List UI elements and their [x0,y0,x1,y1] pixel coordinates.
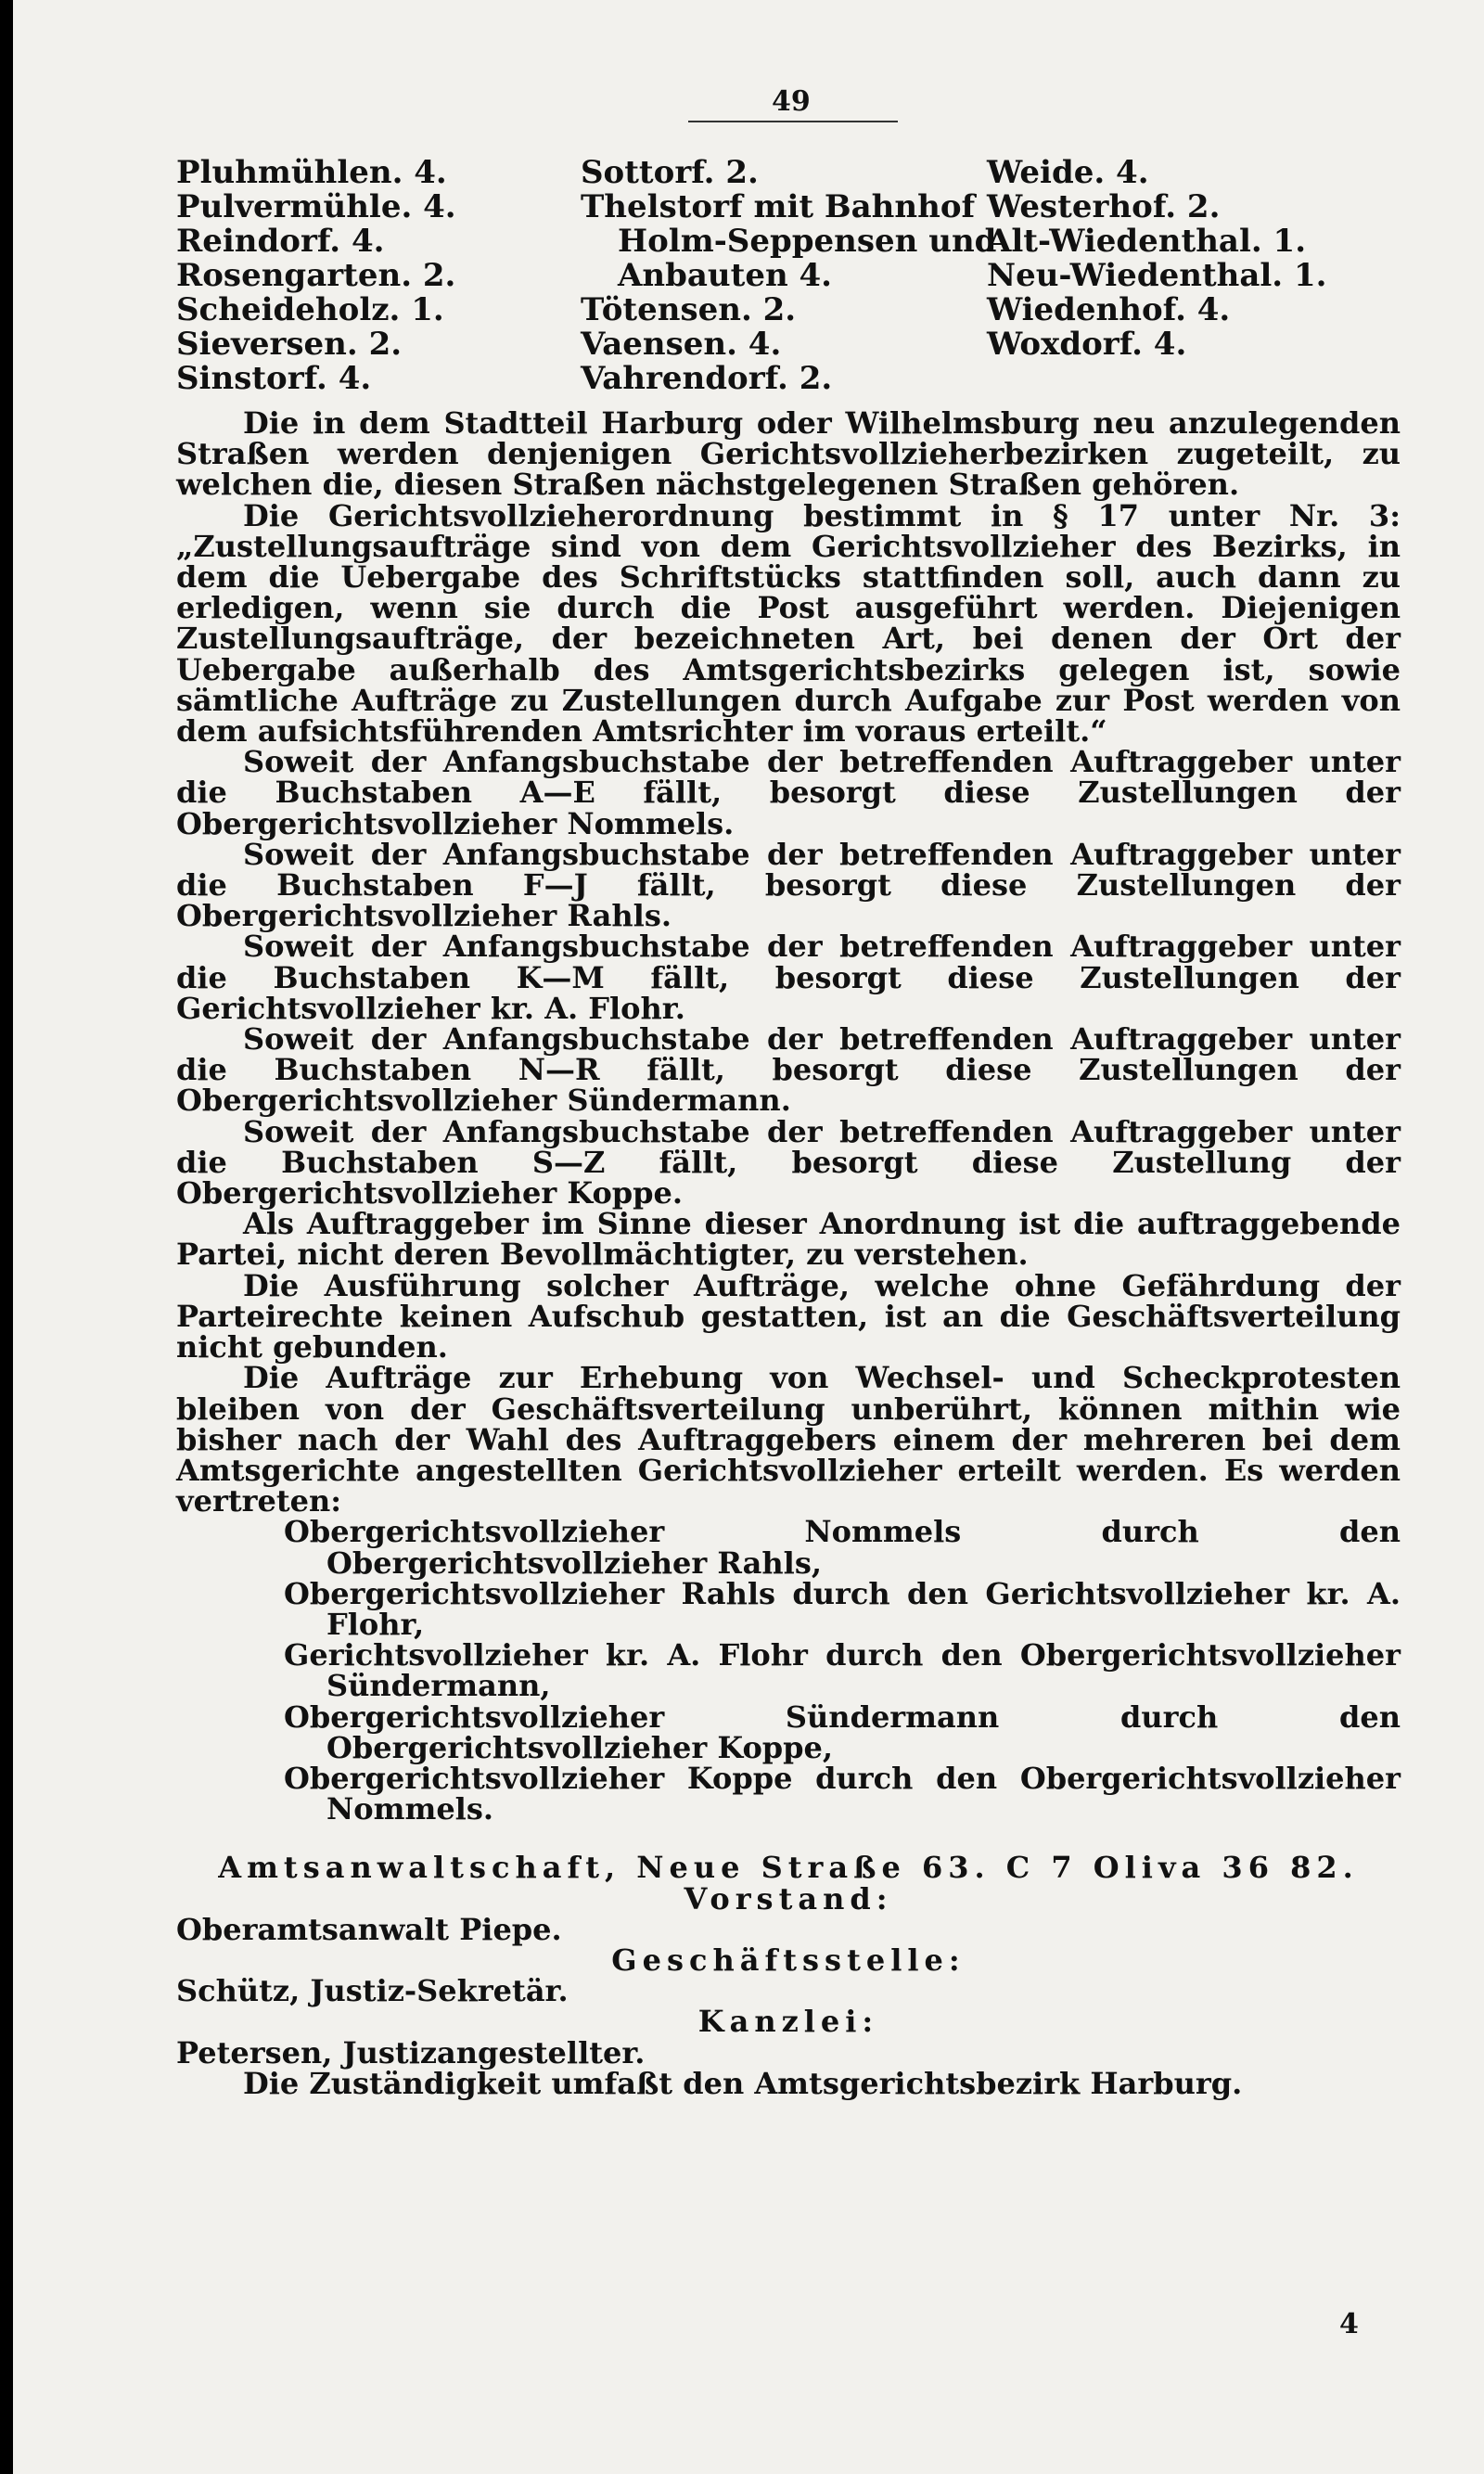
substitution-entry: Obergerichtsvollzieher Rahls durch den Gerichtsvollzieher kr. A. Flohr, [284,1575,1401,1642]
place-entry: Scheideholz. 1. [176,291,444,328]
geschaeftsstelle-entry: Schütz, Justiz-Sekretär. [176,1973,569,2009]
place-entry: Westerhof. 2. [987,188,1221,225]
place-entry: Sottorf. 2. [581,154,759,191]
place-entry: Alt-Wiedenthal. 1. [987,223,1307,260]
vorstand-entry: Oberamtsanwalt Piepe. [176,1911,562,1947]
place-entry: Thelstorf mit Bahnhof [581,188,976,225]
place-entry: Sinstorf. 4. [176,360,372,397]
substitution-entry: Gerichtsvollzieher kr. A. Flohr durch den Obergerichtsvollzieher Sündermann, [284,1637,1401,1704]
paragraph: Soweit der Anfangsbuchstabe der betreffenden Auftraggeber unter die Buchstaben F—J fällt, besorgt diese Zustellungen der Obergerichtsvollzieher Rahls. [176,836,1401,934]
office-title: Amtsanwaltschaft, Neue Straße 63. C 7 Oliva 36 82. [218,1850,1359,1886]
place-entry: Anbauten 4. [618,257,833,294]
place-entry: Wiedenhof. 4. [987,291,1231,328]
place-entry: Sieversen. 2. [176,326,403,363]
place-entry: Reindorf. 4. [176,223,385,260]
place-column-2 [581,156,998,396]
paragraph: Soweit der Anfangsbuchstabe der betreffenden Auftraggeber unter die Buchstaben S—Z fällt, besorgt diese Zustellung der Obergerichtsvollzieher Koppe. [176,1113,1401,1211]
paragraph: Soweit der Anfangsbuchstabe der betreffenden Auftraggeber unter die Buchstaben A—E fällt, besorgt diese Zustellungen der Obergerichtsvollzieher Nommels. [176,744,1401,841]
substitution-entry: Obergerichtsvollzieher Koppe durch den Obergerichtsvollzieher Nommels. [284,1760,1401,1827]
place-entry: Tötensen. 2. [581,291,797,328]
paragraph: Die Ausführung solcher Aufträge, welche ohne Gefährdung der Parteirechte keinen Aufschub gestatten, ist an die Geschäftsverteilung nicht gebunden. [176,1267,1401,1365]
footer-number: 4 [1339,2308,1359,2340]
place-entry: Holm-Seppensen und [618,223,997,260]
office-section [176,1852,1401,2099]
substitution-entry: Obergerichtsvollzieher Nommels durch den Obergerichtsvollzieher Rahls, [284,1514,1401,1581]
paragraph: Die Aufträge zur Erhebung von Wechsel- und Scheckprotesten bleiben von der Geschäftsverteilung unberührt, können mithin wie bisher nach der Wahl des Auftraggebers einem der mehreren bei dem Amtsgerichte angestellten Gerichtsvollzieher erteilt werden. Es werden vertreten: [176,1360,1401,1519]
kanzlei-heading: Kanzlei: [697,2004,879,2040]
geschaeftsstelle-heading: Geschäftsstelle: [611,1942,966,1978]
document-page [13,0,1484,2474]
place-entry: Vaensen. 4. [581,326,782,363]
header-rule [688,121,898,122]
paragraph: Die in dem Stadtteil Harburg oder Wilhelmsburg neu anzulegenden Straßen werden denjenigen Gerichtsvollzieherbezirken zugeteilt, zu welchen die, diesen Straßen nächstgelegenen Straßen gehören. [176,405,1401,503]
place-entry: Rosengarten. 2. [176,257,456,294]
paragraph: Als Auftraggeber im Sinne dieser Anordnung ist die auftraggebende Partei, nicht deren Bevollmächtigter, zu verstehen. [176,1206,1401,1273]
vorstand-heading: Vorstand: [684,1880,893,1916]
place-entry: Neu-Wiedenthal. 1. [987,257,1327,294]
place-entry: Pulvermühle. 4. [176,188,456,225]
place-entry: Pluhmühlen. 4. [176,154,447,191]
place-entry: Vahrendorf. 2. [581,360,833,397]
place-column-1 [176,156,566,396]
place-entry: Woxdorf. 4. [987,326,1187,363]
paragraph: Die Gerichtsvollzieherordnung bestimmt in § 17 unter Nr. 3: „Zustellungsaufträge sind von dem Gerichtsvollzieher des Bezirks, in dem die Uebergabe des Schriftstücks stattfinden soll, auch dann zu erledigen, wenn sie durch die Post ausgeführt werden. Diejenigen Zustellungsaufträge, der bezeichneten Art, bei denen der Ort der Uebergabe außerhalb des Amtsgerichtsbezirks gelegen ist, sowie sämtliche Aufträge zu Zustellungen durch Aufgabe zur Post werden von dem aufsichtsführenden Amtsrichter im voraus erteilt.“ [176,497,1401,750]
paragraph: Soweit der Anfangsbuchstabe der betreffenden Auftraggeber unter die Buchstaben N—R fällt, besorgt diese Zustellungen der Obergerichtsvollzieher Sündermann. [176,1021,1401,1119]
paragraph: Soweit der Anfangsbuchstabe der betreffenden Auftraggeber unter die Buchstaben K—M fällt, besorgt diese Zustellungen der Gerichtsvollzieher kr. A. Flohr. [176,929,1401,1026]
place-entry: Weide. 4. [987,154,1149,191]
closing-sentence: Die Zuständigkeit umfaßt den Amtsgerichtsbezirk Harburg. [243,2065,1243,2101]
page-number: 49 [772,85,811,118]
substitution-entry: Obergerichtsvollzieher Sündermann durch den Obergerichtsvollzieher Koppe, [284,1698,1401,1765]
place-column-3 [987,156,1451,362]
body-text [176,405,1401,2101]
kanzlei-entry: Petersen, Justizangestellter. [176,2034,646,2070]
